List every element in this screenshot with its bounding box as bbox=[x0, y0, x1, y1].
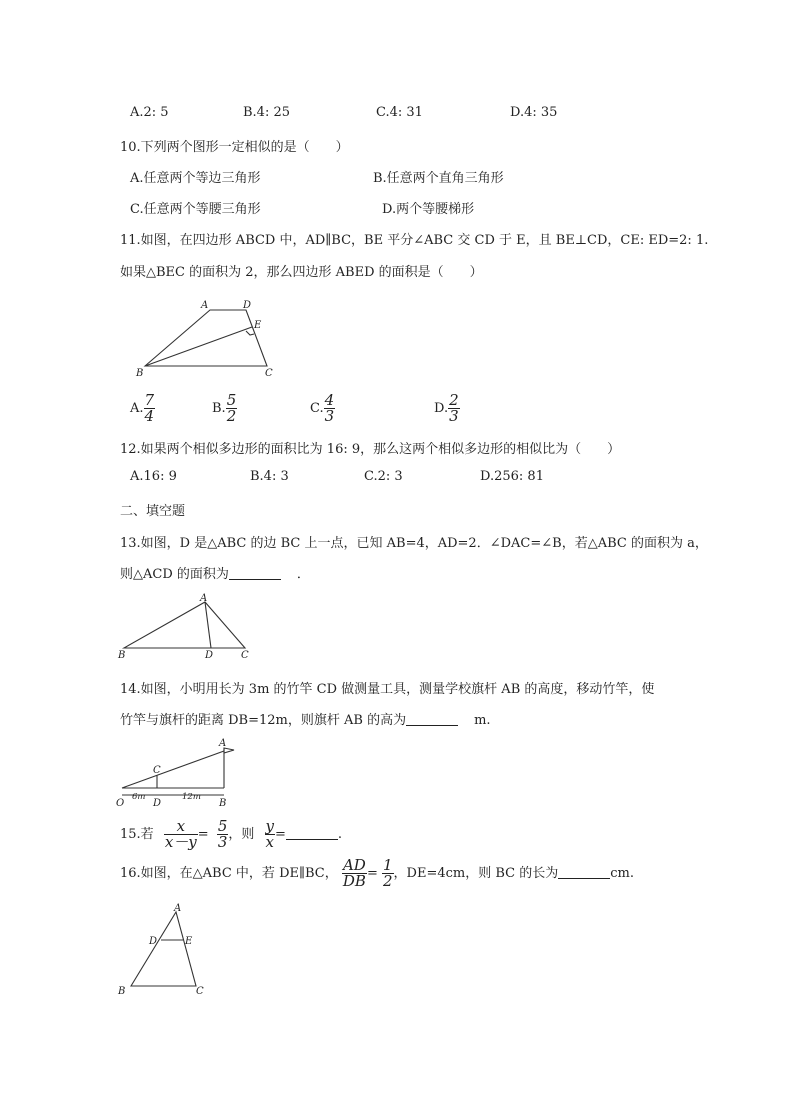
q14-label-c: C bbox=[153, 765, 161, 776]
q15-fraction-x-over-x-minus-y bbox=[164, 819, 198, 850]
q15-f3-den: x bbox=[265, 833, 274, 851]
q12-option-c: C.2: 3 bbox=[364, 469, 403, 484]
q13-label-b: B bbox=[118, 650, 126, 660]
q11-right-angle-mark bbox=[246, 331, 254, 335]
q11-trapezoid-figure bbox=[132, 296, 282, 380]
q14-label-a: A bbox=[219, 738, 227, 749]
q15-f1-den: x－y bbox=[164, 833, 197, 851]
q13-segment-ad bbox=[205, 602, 211, 648]
q11-option-d bbox=[434, 393, 460, 424]
q16-r-num: 1 bbox=[382, 856, 393, 874]
q16-f-num: AD bbox=[342, 856, 366, 874]
q16-answer-blank[interactable] bbox=[558, 866, 610, 879]
section-fill-in-title: 二、填空题 bbox=[120, 504, 186, 519]
q14-question-line2 bbox=[120, 709, 491, 728]
q16-triangle-abc bbox=[131, 912, 196, 986]
q16-question bbox=[120, 858, 634, 889]
q13-label-d: D bbox=[205, 650, 214, 660]
q14-label-db-length: 12m bbox=[182, 792, 201, 802]
q11-option-b bbox=[212, 393, 237, 424]
q15-answer-blank[interactable] bbox=[286, 827, 338, 840]
q14-question-line1: 14.如图，小明用长为 3m 的竹竿 CD 做测量工具，测量学校旗杆 AB 的高度，移动竹竿，使 bbox=[120, 682, 655, 697]
q11-label-b: B bbox=[136, 368, 144, 379]
q15-prefix: 15.若 bbox=[120, 827, 154, 842]
q11-option-b-letter: B. bbox=[212, 401, 226, 416]
q11-segment-be bbox=[145, 327, 252, 366]
q13-label-a: A bbox=[200, 593, 208, 604]
q11-question-line2: 如果△BEC 的面积为 2，那么四边形 ABED 的面积是（ ） bbox=[120, 265, 483, 280]
q10-question: 10.下列两个图形一定相似的是（ ） bbox=[120, 140, 349, 155]
q14-label-d: D bbox=[153, 798, 162, 808]
q15-mid-text: ，则 bbox=[228, 827, 255, 842]
q9-option-d: D.4: 35 bbox=[510, 105, 558, 120]
q15-f1-num: x bbox=[164, 819, 198, 835]
q11-label-e: E bbox=[254, 320, 262, 331]
q16-label-a: A bbox=[174, 903, 182, 914]
q16-triangle-figure bbox=[116, 902, 216, 998]
q11-option-a-letter: A. bbox=[130, 401, 144, 416]
q16-r-den: 2 bbox=[382, 872, 393, 890]
q14-label-b: B bbox=[219, 798, 227, 808]
q11-option-a-den: 4 bbox=[144, 407, 155, 425]
q9-option-b: B.4: 25 bbox=[243, 105, 291, 120]
q11-option-b-fraction bbox=[226, 393, 238, 424]
q16-fraction-ad-over-db bbox=[342, 858, 367, 889]
q11-option-a bbox=[130, 393, 155, 424]
q15-equals: = bbox=[197, 827, 209, 842]
q15-f2-den: 3 bbox=[217, 833, 228, 851]
q13-line2-text: 则△ACD 的面积为 bbox=[120, 567, 229, 582]
q16-label-b: B bbox=[118, 986, 126, 997]
q11-label-c: C bbox=[265, 368, 273, 379]
q10-option-c: C.任意两个等腰三角形 bbox=[130, 202, 261, 217]
q11-label-d: D bbox=[243, 300, 252, 311]
q15-f3-num: y bbox=[265, 817, 274, 835]
q11-option-d-den: 3 bbox=[449, 407, 459, 425]
q16-f-den: DB bbox=[342, 872, 366, 890]
q11-option-c bbox=[310, 393, 335, 424]
q11-option-a-num: 7 bbox=[144, 391, 155, 409]
q14-answer-blank[interactable] bbox=[406, 713, 458, 726]
q16-label-c: C bbox=[196, 986, 204, 997]
q11-option-c-letter: C. bbox=[310, 401, 324, 416]
q11-option-c-num: 4 bbox=[324, 391, 335, 409]
q14-line2-text: 竹竿与旗杆的距离 DB=12m，则旗杆 AB 的高为 bbox=[120, 713, 407, 728]
q10-option-a: A.任意两个等边三角形 bbox=[130, 171, 261, 186]
q14-label-o: O bbox=[116, 798, 125, 808]
q13-question-line2 bbox=[120, 563, 310, 582]
q16-prefix: 16.如图，在△ABC 中，若 DE∥BC， bbox=[120, 866, 338, 881]
q12-question: 12.如果两个相似多边形的面积比为 16: 9，那么这两个相似多边形的相似比为（ ） bbox=[120, 442, 621, 457]
q16-end: cm. bbox=[610, 866, 634, 881]
q10-option-d: D.两个等腰梯形 bbox=[382, 202, 475, 217]
q11-trapezoid-abcd bbox=[145, 310, 267, 366]
q16-fraction-1-over-2 bbox=[382, 858, 394, 889]
q13-line2-end: ． bbox=[296, 567, 310, 582]
q11-label-a: A bbox=[201, 300, 209, 311]
q13-triangle-abc bbox=[124, 602, 245, 648]
q12-option-d: D.256: 81 bbox=[480, 469, 544, 484]
q11-option-c-fraction bbox=[324, 393, 336, 424]
q14-label-od-length: 6m bbox=[132, 792, 146, 802]
q16-label-d: D bbox=[149, 936, 158, 947]
q15-f2-num: 5 bbox=[217, 817, 228, 835]
q11-option-d-fraction bbox=[448, 393, 460, 424]
q15-fraction-5-over-3 bbox=[217, 819, 229, 850]
q13-question-line1: 13.如图，D 是△ABC 的边 BC 上一点，已知 AB=4，AD=2．∠DAC=∠B，若△ABC 的面积为 a， bbox=[120, 536, 708, 551]
q13-triangle-figure bbox=[116, 592, 256, 660]
q15-equals-2: = bbox=[275, 827, 286, 842]
q16-mid-text: ，DE=4cm，则 BC 的长为 bbox=[393, 866, 559, 881]
q15-fraction-y-over-x bbox=[265, 819, 275, 850]
q9-option-c: C.4: 31 bbox=[376, 105, 423, 120]
q11-option-a-fraction bbox=[144, 393, 156, 424]
q16-equals: = bbox=[366, 866, 378, 881]
q15-end: . bbox=[337, 827, 343, 842]
q12-option-a: A.16: 9 bbox=[130, 469, 177, 484]
q16-label-e: E bbox=[185, 936, 193, 947]
q12-option-b: B.4: 3 bbox=[250, 469, 289, 484]
q11-option-b-den: 2 bbox=[226, 407, 237, 425]
q14-sight-line bbox=[122, 751, 224, 788]
q11-option-b-num: 5 bbox=[226, 391, 237, 409]
q13-answer-blank[interactable] bbox=[229, 567, 281, 580]
q14-flagpole-figure bbox=[114, 736, 244, 808]
q11-option-c-den: 3 bbox=[324, 407, 335, 425]
q13-label-c: C bbox=[241, 650, 249, 660]
q14-line2-end: m. bbox=[474, 713, 491, 728]
q11-option-d-letter: D. bbox=[434, 401, 449, 416]
q10-option-b: B.任意两个直角三角形 bbox=[373, 171, 504, 186]
q11-question-line1: 11.如图，在四边形 ABCD 中，AD∥BC，BE 平分∠ABC 交 CD 于 E，且 BE⊥CD，CE: ED=2: 1. bbox=[120, 233, 709, 248]
q11-option-d-num: 2 bbox=[449, 391, 459, 409]
q9-option-a: A.2: 5 bbox=[130, 105, 169, 120]
q15-question bbox=[120, 819, 342, 850]
